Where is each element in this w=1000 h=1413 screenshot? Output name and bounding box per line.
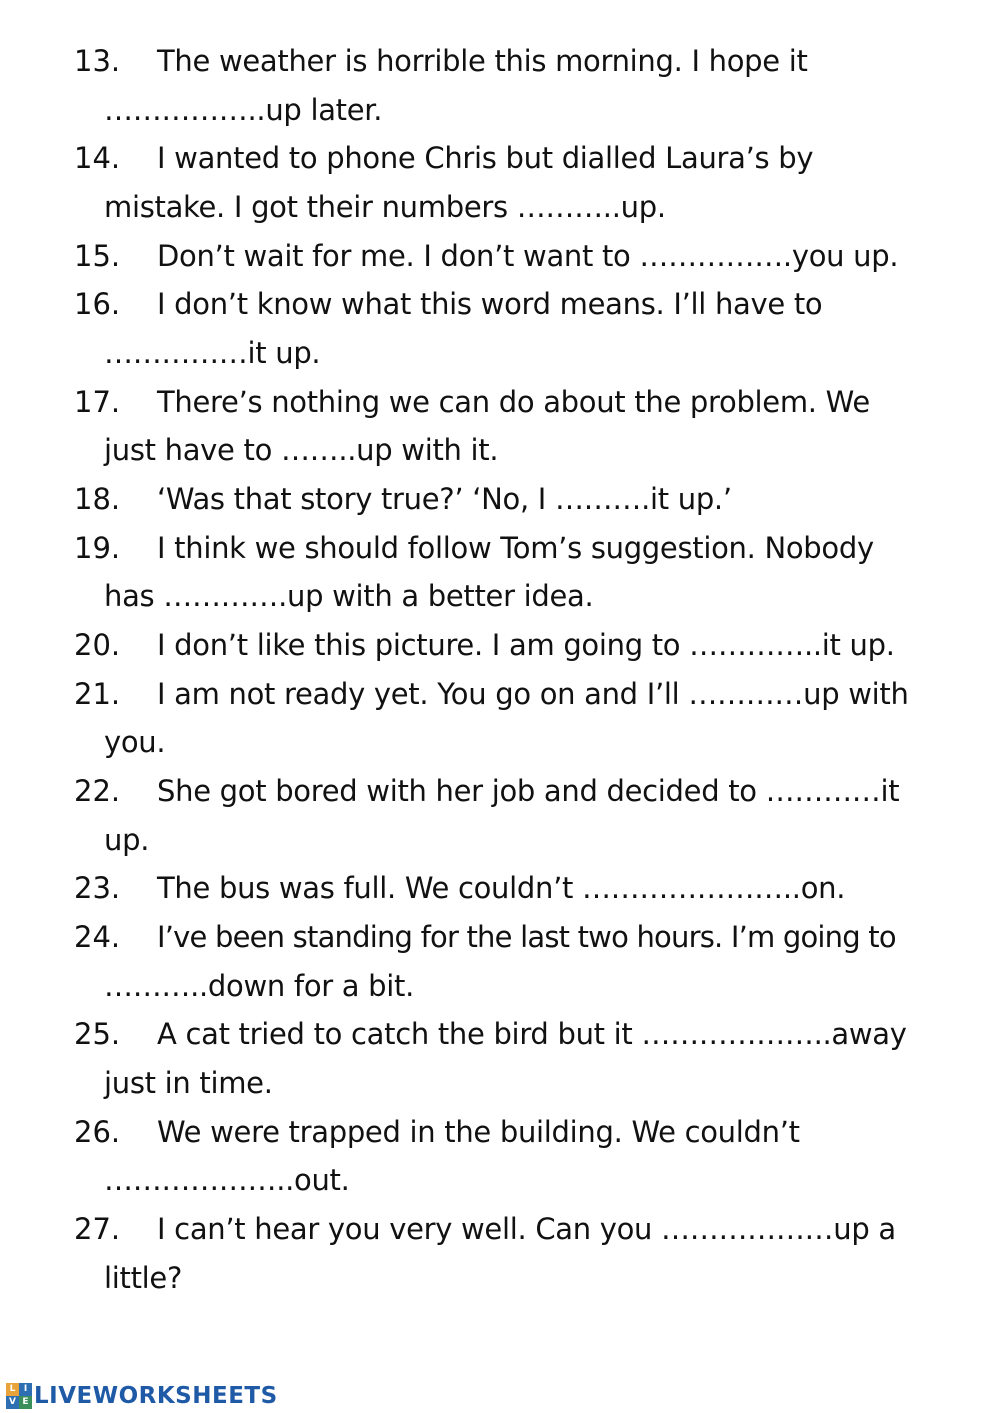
item-text-continued: ………………..out. bbox=[104, 1163, 350, 1197]
item-text-continued: just in time. bbox=[104, 1066, 273, 1100]
item-text: I can’t hear you very well. Can you ………………up a bbox=[157, 1212, 896, 1246]
item-text: I am not ready yet. You go on and I’ll …………up with bbox=[157, 677, 909, 711]
item-text-continued: ……………it up. bbox=[104, 336, 321, 370]
item-number: 16. bbox=[74, 287, 121, 321]
item-text-continued: ……………..up later. bbox=[104, 93, 383, 127]
item-number: 23. bbox=[74, 871, 121, 905]
item-text: The weather is horrible this morning. I hope it bbox=[157, 44, 808, 78]
item-text: Don’t wait for me. I don’t want to …………….you up. bbox=[157, 239, 899, 273]
item-text: ‘Was that story true?’ ‘No, I ……….it up.’ bbox=[157, 482, 732, 516]
item-text: I don’t know what this word means. I’ll have to bbox=[157, 287, 823, 321]
item-text-continued: ………..down for a bit. bbox=[104, 969, 415, 1003]
item-number: 14. bbox=[74, 141, 121, 175]
item-text: I wanted to phone Chris but dialled Laura’s by bbox=[157, 141, 814, 175]
item-text-continued: just have to ……..up with it. bbox=[104, 433, 499, 467]
logo-mark-letter: E bbox=[19, 1396, 32, 1409]
liveworksheets-logo bbox=[6, 1381, 278, 1411]
item-text: A cat tried to catch the bird but it ………………..away bbox=[157, 1017, 907, 1051]
item-number: 25. bbox=[74, 1017, 121, 1051]
logo-mark-letter: L bbox=[6, 1383, 19, 1396]
logo-mark-letter: I bbox=[19, 1383, 32, 1396]
item-number: 26. bbox=[74, 1115, 121, 1149]
item-text-continued: has ………….up with a better idea. bbox=[104, 579, 594, 613]
item-number: 18. bbox=[74, 482, 121, 516]
item-number: 22. bbox=[74, 774, 121, 808]
item-text: I’ve been standing for the last two hours. I’m going to bbox=[157, 920, 896, 954]
item-text: There’s nothing we can do about the problem. We bbox=[157, 385, 870, 419]
item-text: The bus was full. We couldn’t …………………..on. bbox=[157, 871, 846, 905]
item-text: I don’t like this picture. I am going to …………..it up. bbox=[157, 628, 895, 662]
item-text-continued: you. bbox=[104, 725, 166, 759]
item-number: 27. bbox=[74, 1212, 121, 1246]
item-text: We were trapped in the building. We couldn’t bbox=[157, 1115, 800, 1149]
item-number: 24. bbox=[74, 920, 121, 954]
item-number: 17. bbox=[74, 385, 121, 419]
logo-mark-letter: V bbox=[6, 1396, 19, 1409]
logo-text: LIVEWORKSHEETS bbox=[34, 1383, 278, 1409]
item-text: She got bored with her job and decided to …………it bbox=[157, 774, 900, 808]
item-number: 20. bbox=[74, 628, 121, 662]
item-number: 13. bbox=[74, 44, 121, 78]
item-text: I think we should follow Tom’s suggestion. Nobody bbox=[157, 531, 874, 565]
item-text-continued: little? bbox=[104, 1261, 183, 1295]
item-number: 19. bbox=[74, 531, 121, 565]
item-number: 21. bbox=[74, 677, 121, 711]
item-text-continued: mistake. I got their numbers ………..up. bbox=[104, 190, 666, 224]
item-text-continued: up. bbox=[104, 823, 150, 857]
liveworksheets-logo-icon bbox=[6, 1383, 32, 1409]
item-number: 15. bbox=[74, 239, 121, 273]
